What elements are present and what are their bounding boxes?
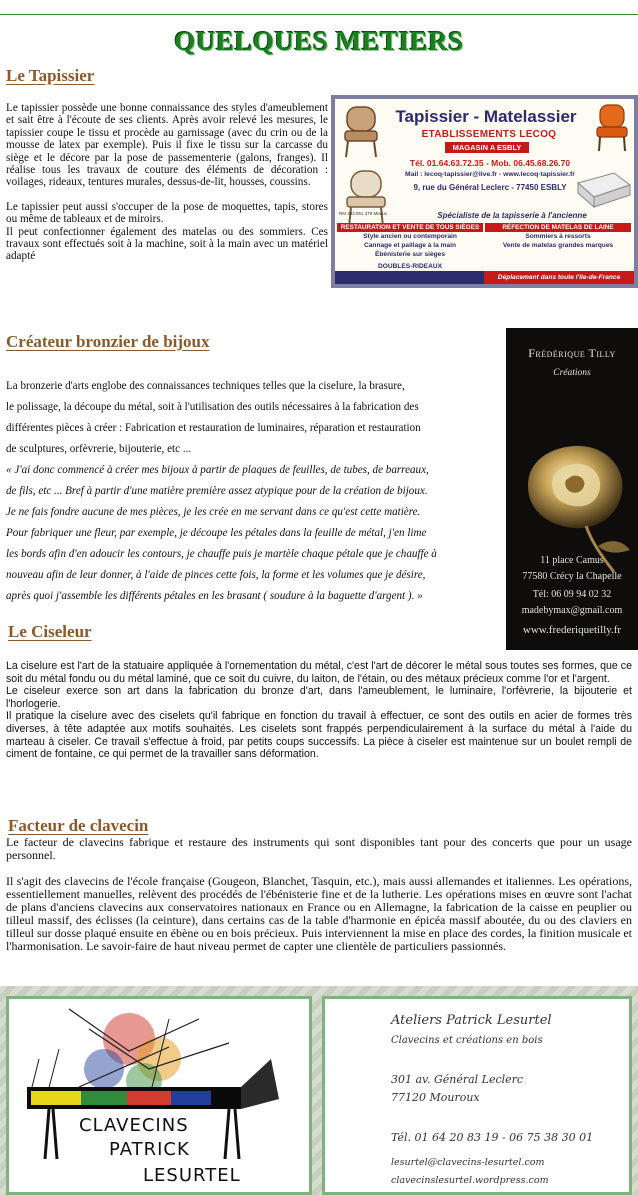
tilly-business-card <box>506 328 638 650</box>
lesurtel-business-card <box>322 996 632 1195</box>
tilly-creations: Créations <box>553 368 591 378</box>
page-title: QUELQUES METIERS <box>174 26 464 56</box>
lesurtel-address-1: 301 av. Général Leclerc <box>391 1073 524 1086</box>
lesurtel-subtitle: Clavecins et créations en bois <box>391 1035 543 1046</box>
bronzier-line: différentes pièces à créer : Fabrication et restauration de luminaires, réparation et restauration <box>6 422 421 434</box>
clavecin-heading: Facteur de clavecin <box>8 816 149 835</box>
top-rule <box>0 14 638 15</box>
harpsichord-splash-icon <box>9 999 309 1192</box>
tapissier-advertisement <box>331 95 638 288</box>
tilly-email: madebymax@gmail.com <box>521 605 623 616</box>
ciseleur-heading: Le Ciseleur <box>8 622 92 641</box>
tilly-phone: Tél: 06 09 94 02 32 <box>532 589 612 600</box>
tapissier-text <box>6 102 328 263</box>
bronzier-heading: Créateur bronzier de bijoux <box>6 332 210 351</box>
tapissier-paragraph-2: Le tapissier peut aussi s'occuper de la pose de moquettes, tapis, stores ou même de tableaux et de miroirs. <box>6 200 328 226</box>
ad-shop-badge: MAGASIN A ESBLY <box>445 142 529 153</box>
tapissier-paragraph-3: Il peut confectionner également des matelas ou des sommiers. Ces travaux sont effectués soit à la machine, soit à la main avec un matériel adapté <box>6 225 328 263</box>
ad-column-seats <box>337 223 483 271</box>
clavecin-paragraph-2: Il s'agit des clavecins de l'école française (Gougeon, Blanchet, Tasquin, etc.), mais aussi allemandes et italiennes. Les opérations, essentiellement manuelles, relèvent des procédés de l'ébénisterie fine et de la lutherie. Les opérations mises en œuvre sont l'achat de plans d'anciens clavecins aux conservatoires nationaux en France ou en Allemagne, la fabrication de la caisse en peuplier ou tilleul massif, des éclisses (la ceinture), dans certains cas de la table d'harmonie en épicéa massif aboutée, du ou des claviers en tilleul sur dosse plaqué ensuite en ébène ou en bois précieux. Puis interviennent la mise en place des cordes, la finition musicale et l'harmonisation. Le savoir-faire de haut niveau permet de capter une clientèle de particuliers passionnés. <box>6 874 632 953</box>
bronzier-quote-line: de fils, etc ... Bref à partir d'une matière première assez atypique pour de la création de bijoux. <box>6 485 428 497</box>
ad-column-line: DOUBLES-RIDEAUX <box>377 263 443 270</box>
ad-column-line: Cannage et paillage à la main <box>364 242 456 249</box>
ad-footer-text: Déplacement dans toute l'Ile-de-France <box>484 271 634 284</box>
metal-rose-icon <box>514 426 634 576</box>
bronzier-text <box>6 376 500 607</box>
ad-registration: RM 483.851.379 Meaux <box>339 211 388 216</box>
ciseleur-paragraph-1: La ciselure est l'art de la statuaire appliquée à l'ornementation du métal, c'est l'art de décorer le métal sous toutes ses formes, que ce soit du métal fondu ou du métal laminé, que ce soit du cuivre, du laiton, de l'étain, ou des métaux précieux comme l'or et l'argent. <box>6 660 632 685</box>
ad-column-line: Style ancien ou contemporain <box>363 233 457 240</box>
armchair-icon <box>339 103 383 159</box>
ad-column-line: Vente de matelas grandes marques <box>502 242 614 249</box>
bronzier-line: de sculptures, orfèvrerie, bijouterie, etc ... <box>6 443 192 455</box>
ad-column-line: Sommiers à ressorts <box>525 233 591 240</box>
lesurtel-phone: Tél. 01 64 20 83 19 - 06 75 38 30 01 <box>391 1131 594 1144</box>
armchair-orange-icon <box>594 103 630 153</box>
tilly-name: Frédérique Tilly <box>528 346 616 360</box>
ad-column-line: Ébénisterie sur sièges <box>374 251 445 258</box>
bronzier-line: le polissage, la découpe du métal, soit à l'utilisation des outils nécessaires à la fabrication des <box>6 401 419 413</box>
tapissier-heading: Le Tapissier <box>6 66 95 85</box>
ad-specialty: Spécialiste de la tapisserie à l'ancienne <box>437 211 587 220</box>
tilly-address-1: 11 place Camus <box>540 555 604 566</box>
lesurtel-name: Ateliers Patrick Lesurtel <box>391 1013 552 1028</box>
bronzier-quote-line: « J'ai donc commencé à créer mes bijoux à partir de plaques de feuilles, de tubes, de barreaux, <box>6 464 429 476</box>
bronzier-line: La bronzerie d'arts englobe des connaissances techniques telles que la ciselure, la brasure, <box>6 380 405 392</box>
chair-icon <box>339 169 395 229</box>
ciseleur-paragraph-2: Le ciseleur exerce son art dans la fabrication du bronze d'art, dans l'ameublement, le luminaire, l'orfèvrerie, la bijouterie et l'horlogerie. <box>6 685 632 710</box>
lesurtel-email: lesurtel@clavecins-lesurtel.com <box>391 1157 545 1168</box>
bronzier-quote-line: nouveau afin de leur donner, à l'aide de pinces cette fois, la forme et les volumes que je désire, <box>6 569 426 581</box>
ad-company: ETABLISSEMENTS LECOQ <box>421 129 557 140</box>
bronzier-quote-line: les bords afin d'en adoucir les contours, je chauffe puis je martèle chaque pétale que je chauffe à <box>6 548 437 560</box>
logo-line-1: CLAVECINS <box>79 1115 189 1136</box>
tapissier-paragraph-1: Le tapissier possède une bonne connaissance des styles d'ameublement et sait être à l'écoute de ses clients. Après avoir relevé les mesures, le tapissier coupe le tissu et procède au garnissage (avec du crin ou de la mousse de latex par exemple). Puis il fixe le tissu sur la carcasse du siège et le décore par la pose de passementerie (galons, franges). Il réalise tous les travaux de couture des éléments de décoration : voilages, rideaux, tentures murales, dessus-de-lit, housses, coussins. <box>6 102 328 189</box>
bronzier-quote-line: après quoi j'assemble les différents pétales en les brasant ( soudure à la baguette d'argent ). » <box>6 590 423 602</box>
ad-column-mattress <box>485 223 631 250</box>
ad-address: 9, rue du Général Leclerc - 77450 ESBLY <box>413 183 567 192</box>
bronzier-quote-line: Je ne fais fondre aucune de mes pièces, je les crée en me servant dans ce qu'est cette matière. <box>6 506 421 518</box>
logo-line-2: PATRICK <box>109 1139 190 1160</box>
ad-column-heading: RÉFECTION DE MATELAS DE LAINE <box>485 223 631 232</box>
ad-column-heading: RESTAURATION ET VENTE DE TOUS SIÈGES <box>337 223 483 232</box>
lesurtel-website: clavecinslesurtel.wordpress.com <box>391 1175 549 1186</box>
ad-email: Mail : lecoq-tapissier@live.fr - www.lecoq-tapissier.fr <box>405 171 575 178</box>
clavecin-paragraph-1: Le facteur de clavecins fabrique et restaure des instruments qui sont disponibles tant pour des concerts que pour un usage personnel. <box>6 835 632 862</box>
ad-title: Tapissier - Matelassier <box>395 107 577 126</box>
bronzier-quote-line: Pour fabriquer une fleur, par exemple, je découpe les pétales dans la feuille de métal, j'en lime <box>6 527 427 539</box>
tilly-website: www.frederiquetilly.fr <box>522 624 622 636</box>
ciseleur-text <box>6 660 632 761</box>
tilly-address-2: 77580 Crécy la Chapelle <box>522 571 622 582</box>
lesurtel-logo-card <box>6 996 312 1195</box>
ad-phone: Tél. 01.64.63.72.35 - Mob. 06.45.68.26.70 <box>409 158 571 168</box>
logo-line-3: LESURTEL <box>143 1165 241 1186</box>
ciseleur-paragraph-3: Il pratique la ciselure avec des ciselets qu'il fabrique en fonction du travail à effectuer, ce sont des outils en acier de formes très diverses, à tête adaptée aux motifs souhaités. Les ciselets sont frappés perpendiculairement à la surface du métal à l'aide du marteau à ciseler. Ce travail s'effectue à froid, par petits coups successifs. La pièce à ciseler est maintenue sur un boulet rempli de ciment de fontaine, ce qui permet de la travailler sans déformation. <box>6 710 632 761</box>
lesurtel-address-2: 77120 Mouroux <box>391 1091 480 1104</box>
clavecin-text <box>6 836 632 953</box>
